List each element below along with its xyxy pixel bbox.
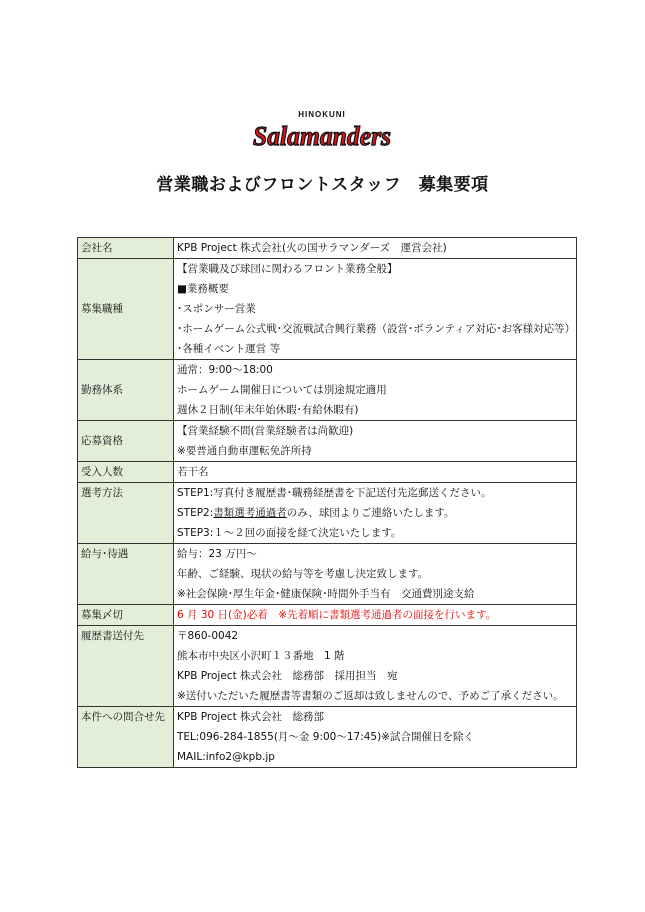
row-value — [174, 483, 577, 544]
salamanders-logo — [250, 107, 394, 153]
row-value — [174, 360, 577, 421]
row-value — [174, 626, 577, 707]
value-line: KPB Project 株式会社 総務部 採用担当 宛 — [177, 670, 398, 682]
value-line: 〒860-0042 — [177, 630, 239, 642]
row-label: 応募資格 — [78, 421, 174, 462]
deadline-text: 6 月 30 日(金)必着 ※先着順に書類選考通過者の面接を行います。 — [177, 609, 497, 621]
row-label: 募集〆切 — [78, 605, 174, 626]
value-line: ･ホームゲーム公式戦･交流戦試合興行業務（設営･ボランティア対応･お客様対応等） — [177, 323, 576, 335]
value-line: ※要普通自動車運転免許所持 — [177, 445, 312, 457]
table-row-deadline — [78, 605, 577, 626]
value-line — [177, 503, 573, 523]
table-row-schedule — [78, 360, 577, 421]
value-line: KPB Project 株式会社(火の国サラマンダーズ 運営会社) — [177, 242, 447, 254]
table-row-contact — [78, 707, 577, 768]
value-line: ※社会保険･厚生年金･健康保険･時間外手当有 交通費別途支給 — [177, 588, 475, 600]
step2-prefix: STEP2: — [177, 507, 214, 519]
value-line: 【営業職及び球団に関わるフロント業務全般】 — [177, 263, 398, 275]
value-line: 【営業経験不問(営業経験者は尚歓迎) — [177, 425, 354, 437]
step2-suffix: のみ、球団よりご連絡いたします。 — [286, 507, 455, 519]
row-value — [174, 707, 577, 768]
row-label: 履歴書送付先 — [78, 626, 174, 707]
value-line: 給与：23 万円～ — [177, 548, 257, 560]
logo-top-text: HINOKUNI — [298, 110, 346, 119]
table-row-selection — [78, 483, 577, 544]
row-label: 給与･待遇 — [78, 544, 174, 605]
value-line: ホームゲーム開催日については別途規定適用 — [177, 384, 387, 396]
row-label: 勤務体系 — [78, 360, 174, 421]
table-row-headcount — [78, 462, 577, 483]
value-line: ※送付いただいた履歴書等書類のご返却は致しませんので、予めご了承ください。 — [177, 690, 564, 702]
row-label: 選考方法 — [78, 483, 174, 544]
value-line: ■業務概要 — [177, 283, 229, 295]
value-line: 通常：9:00～18:00 — [177, 364, 273, 376]
value-line: 若干名 — [177, 466, 209, 478]
value-line: KPB Project 株式会社 総務部 — [177, 711, 325, 723]
step2-underlined: 書類選考通過者 — [213, 507, 287, 519]
row-label: 本件への問合せ先 — [78, 707, 174, 768]
row-label: 会社名 — [78, 238, 174, 259]
page-title: 営業職およびフロントスタッフ 募集要項 — [156, 175, 489, 195]
value-line: 年齢、ご経験、現状の給与等を考慮し決定致します。 — [177, 568, 429, 580]
table-row-qualification — [78, 421, 577, 462]
value-line: STEP3:１～２回の面接を経て決定いたします。 — [177, 527, 402, 539]
table-row-send-to — [78, 626, 577, 707]
row-value — [174, 421, 577, 462]
row-value — [174, 238, 577, 259]
row-label: 募集職種 — [78, 259, 174, 360]
table-row-salary — [78, 544, 577, 605]
value-line: TEL:096-284-1855(月～金 9:00～17:45)※試合開催日を除く — [177, 731, 474, 743]
value-line: 週休２日制(年末年始休暇･有給休暇有) — [177, 404, 359, 416]
table-row-position — [78, 259, 577, 360]
row-value — [174, 462, 577, 483]
table-row-company — [78, 238, 577, 259]
value-line: STEP1:写真付き履歴書･職務経歴書を下記送付先迄郵送ください。 — [177, 487, 492, 499]
value-line: MAIL:info2@kpb.jp — [177, 751, 275, 763]
logo-main-text: Salamanders — [253, 121, 391, 151]
row-value — [174, 259, 577, 360]
value-line: ･各種イベント運営 等 — [177, 343, 281, 355]
value-line: ･スポンサー営業 — [177, 303, 256, 315]
value-line: 熊本市中央区小沢町１３番地 1 階 — [177, 650, 345, 662]
row-value — [174, 544, 577, 605]
requirements-table — [77, 237, 577, 768]
row-label: 受入人数 — [78, 462, 174, 483]
row-value — [174, 605, 577, 626]
